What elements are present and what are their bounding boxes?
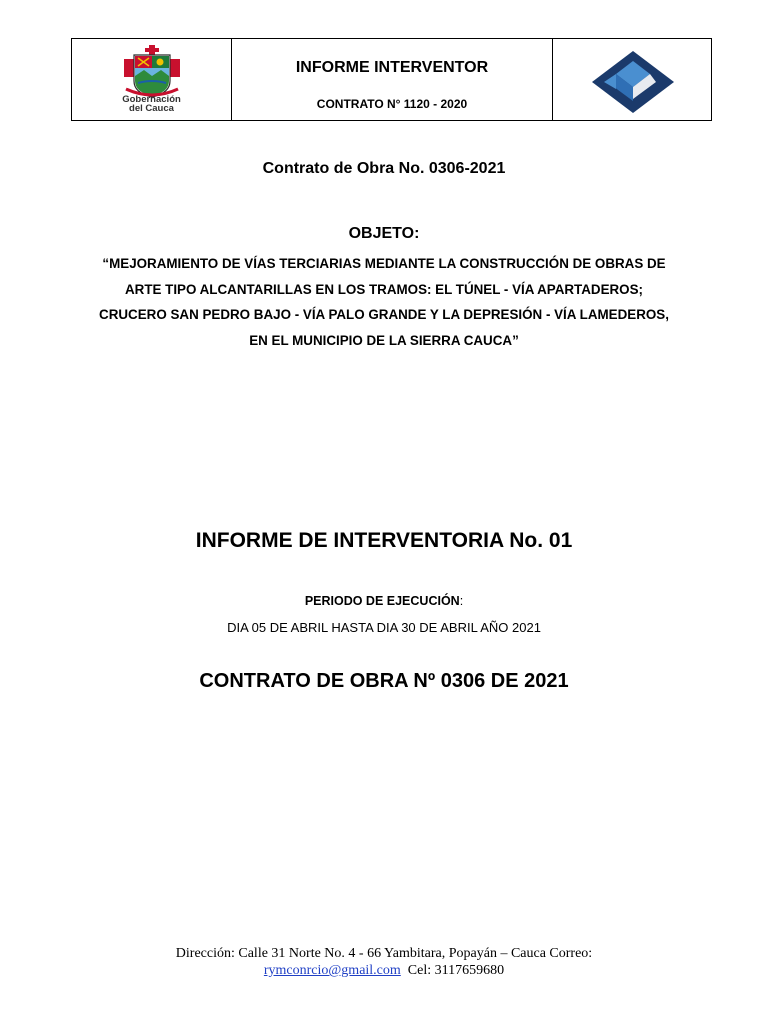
header-left-logo-cell: [72, 39, 232, 120]
objeto-line: EN EL MUNICIPIO DE LA SIERRA CAUCA”: [249, 333, 519, 348]
gobernacion-logo-line1: Gobernación: [122, 94, 181, 105]
company-cube-logo-icon: [590, 49, 676, 115]
contrato-obra-number: CONTRATO DE OBRA Nº 0306 DE 2021: [199, 670, 569, 692]
footer-contact: [0, 963, 768, 979]
footer-address: Dirección: Calle 31 Norte No. 4 - 66 Yambitara, Popayán – Cauca Correo:: [175, 946, 593, 961]
gobernacion-logo-text: [72, 95, 231, 113]
gobernacion-logo-line2: del Cauca: [129, 103, 174, 114]
header-subtitle: CONTRATO N° 1120 - 2020: [316, 97, 468, 111]
periodo-value: DIA 05 DE ABRIL HASTA DIA 30 DE ABRIL AÑO 2021: [227, 620, 541, 635]
objeto-line: ARTE TIPO ALCANTARILLAS EN LOS TRAMOS: EL TÚNEL - VÍA APARTADEROS;: [124, 282, 643, 297]
header-title-cell: [232, 39, 553, 120]
footer-email-link[interactable]: rymconrcio@gmail.com: [263, 963, 401, 978]
objeto-line: “MEJORAMIENTO DE VÍAS TERCIARIAS MEDIANTE LA CONSTRUCCIÓN DE OBRAS DE: [102, 256, 666, 271]
contrato-obra-heading: Contrato de Obra No. 0306-2021: [262, 160, 506, 177]
objeto-label: OBJETO:: [348, 225, 420, 242]
periodo-label-row: [0, 594, 768, 608]
header-right-logo-cell: [553, 39, 711, 120]
periodo-label: PERIODO DE EJECUCIÓN: [304, 594, 460, 608]
informe-title: INFORME DE INTERVENTORIA No. 01: [195, 529, 573, 552]
gobernacion-cauca-seal-icon: [118, 45, 186, 99]
periodo-colon: :: [459, 594, 464, 608]
header-title: INFORME INTERVENTOR: [295, 59, 489, 76]
objeto-line: CRUCERO SAN PEDRO BAJO - VÍA PALO GRANDE Y LA DEPRESIÓN - VÍA LAMEDEROS,: [99, 307, 669, 322]
header-table: [71, 38, 712, 121]
footer-cel: Cel: 3117659680: [407, 963, 505, 978]
